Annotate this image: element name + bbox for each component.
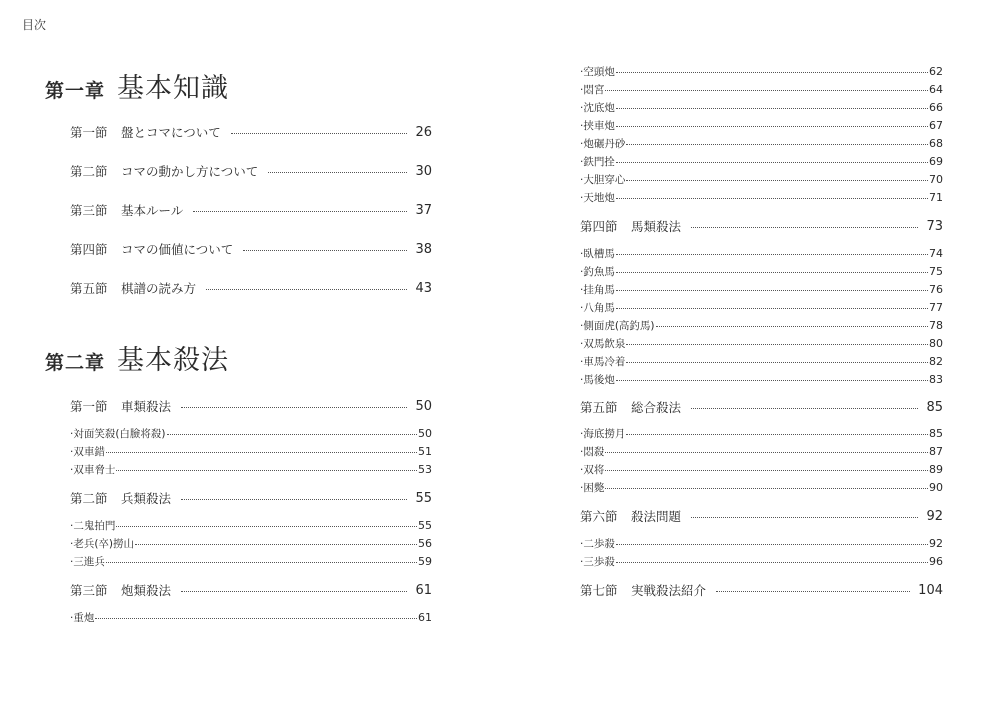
entry-title: ·悶宮	[580, 84, 605, 96]
page-number: 92	[929, 537, 943, 550]
toc-entry[interactable]	[580, 372, 943, 387]
page-number: 66	[929, 101, 943, 114]
entry-title: ·悶殺	[580, 446, 605, 458]
toc-entry[interactable]	[580, 118, 943, 133]
page-number: 55	[418, 519, 432, 532]
toc-entry[interactable]	[580, 462, 943, 477]
toc-section[interactable]	[70, 279, 432, 297]
page-number: 71	[929, 191, 943, 204]
toc-section[interactable]	[70, 489, 432, 507]
page-number: 38	[415, 241, 432, 257]
section-number: 第一節	[70, 399, 108, 414]
section-number: 第五節	[70, 281, 108, 296]
toc-entry[interactable]	[580, 318, 943, 333]
entry-title: ·沈底炮	[580, 102, 615, 114]
toc-entry[interactable]	[580, 136, 943, 151]
entry-title: ·臥槽馬	[580, 248, 615, 260]
dot-leader	[626, 434, 928, 435]
dot-leader	[691, 227, 918, 228]
dot-leader	[616, 272, 928, 273]
page-number: 78	[929, 319, 943, 332]
dot-leader	[616, 562, 928, 563]
page-number: 77	[929, 301, 943, 314]
entry-title: ·双車錯	[70, 446, 105, 458]
section-title: 総合殺法	[631, 400, 682, 415]
entry-title: ·炮碾丹砂	[580, 138, 626, 150]
entry-title: ·天地炮	[580, 192, 615, 204]
page-number: 80	[929, 337, 943, 350]
page-number: 89	[929, 463, 943, 476]
dot-leader	[116, 526, 417, 527]
dot-leader	[616, 126, 928, 127]
toc-entry[interactable]	[580, 336, 943, 351]
section-title: 基本ルール	[121, 203, 184, 218]
section-title: 炮類殺法	[121, 583, 172, 598]
dot-leader	[616, 544, 928, 545]
page-number: 50	[415, 398, 432, 414]
entry-title: ·側面虎(高釣馬)	[580, 320, 655, 332]
chapter-title: 基本殺法	[117, 345, 230, 376]
entry-title: ·老兵(卒)撈山	[70, 538, 135, 550]
page-number: 92	[926, 508, 943, 524]
page-number: 96	[929, 555, 943, 568]
entry-title: ·挂角馬	[580, 284, 615, 296]
toc-section[interactable]	[70, 581, 432, 599]
entry-title: ·空頭炮	[580, 66, 615, 78]
entry-title: ·大胆穿心	[580, 174, 626, 186]
chapter-number: 第一章	[45, 80, 106, 102]
toc-entry[interactable]	[70, 444, 432, 459]
dot-leader	[626, 144, 928, 145]
section-number: 第六節	[580, 509, 618, 524]
toc-entry[interactable]	[580, 426, 943, 441]
section-title: コマの動かし方について	[121, 164, 259, 179]
toc-section[interactable]	[580, 217, 943, 235]
toc-section[interactable]	[70, 240, 432, 258]
page-number: 43	[415, 280, 432, 296]
section-number: 第五節	[580, 400, 618, 415]
toc-entry[interactable]	[580, 554, 943, 569]
section-title: 馬類殺法	[631, 219, 682, 234]
page-number: 59	[418, 555, 432, 568]
page-number: 30	[415, 163, 432, 179]
toc-section[interactable]	[70, 201, 432, 219]
page-number: 85	[929, 427, 943, 440]
page-number: 70	[929, 173, 943, 186]
toc-section[interactable]	[70, 123, 432, 141]
section-number: 第七節	[580, 583, 618, 598]
toc-entry[interactable]	[580, 264, 943, 279]
dot-leader	[616, 290, 928, 291]
page-number: 56	[418, 537, 432, 550]
section-title: コマの価値について	[121, 242, 234, 257]
entry-title: ·二歩殺	[580, 538, 615, 550]
section-title: 兵類殺法	[121, 491, 172, 506]
dot-leader	[626, 180, 928, 181]
toc-entry[interactable]	[580, 282, 943, 297]
toc-entry[interactable]	[580, 300, 943, 315]
entry-title: ·釣魚馬	[580, 266, 615, 278]
toc-entry[interactable]	[580, 82, 943, 97]
toc-section[interactable]	[580, 581, 943, 599]
toc-section[interactable]	[70, 397, 432, 415]
page-number: 50	[418, 427, 432, 440]
section-number: 第四節	[70, 242, 108, 257]
entry-title: ·二鬼拍門	[70, 520, 116, 532]
page-number: 61	[415, 582, 432, 598]
dot-leader	[243, 250, 407, 251]
section-title: 棋譜の読み方	[121, 281, 197, 296]
dot-leader	[616, 254, 928, 255]
dot-leader	[605, 488, 928, 489]
entry-title: ·馬後炮	[580, 374, 615, 386]
page-number: 62	[929, 65, 943, 78]
toc-entry[interactable]	[70, 518, 432, 533]
toc-entry[interactable]	[70, 554, 432, 569]
entry-title: ·八角馬	[580, 302, 615, 314]
section-number: 第二節	[70, 491, 108, 506]
dot-leader	[95, 618, 417, 619]
chapter-title: 基本知識	[117, 73, 230, 104]
page-number: 68	[929, 137, 943, 150]
page-number: 76	[929, 283, 943, 296]
page-number: 90	[929, 481, 943, 494]
dot-leader	[616, 108, 928, 109]
toc-entry[interactable]	[70, 536, 432, 551]
page-number: 53	[418, 463, 432, 476]
chapter-number: 第二章	[45, 352, 106, 374]
toc-entry[interactable]	[580, 154, 943, 169]
dot-leader	[616, 162, 928, 163]
entry-title: ·対面笑殺(白臉将殺)	[70, 428, 166, 440]
section-title: 車類殺法	[121, 399, 172, 414]
dot-leader	[167, 434, 417, 435]
dot-leader	[626, 344, 928, 345]
dot-leader	[193, 211, 407, 212]
dot-leader	[616, 380, 928, 381]
section-number: 第四節	[580, 219, 618, 234]
section-number: 第一節	[70, 125, 108, 140]
dot-leader	[181, 499, 407, 500]
page-number: 61	[418, 611, 432, 624]
toc-section[interactable]	[580, 507, 943, 525]
chapter-heading-2	[45, 338, 229, 377]
page-number: 82	[929, 355, 943, 368]
page-number: 26	[415, 124, 432, 140]
entry-title: ·三歩殺	[580, 556, 615, 568]
page-number: 85	[926, 399, 943, 415]
toc-entry[interactable]	[580, 354, 943, 369]
dot-leader	[656, 326, 928, 327]
dot-leader	[106, 562, 417, 563]
page-number: 104	[918, 582, 943, 598]
dot-leader	[106, 452, 417, 453]
entry-title: ·双馬飲泉	[580, 338, 626, 350]
toc-entry[interactable]	[580, 536, 943, 551]
dot-leader	[116, 470, 417, 471]
page-number: 55	[415, 490, 432, 506]
page-number: 64	[929, 83, 943, 96]
section-title: 殺法問題	[631, 509, 682, 524]
toc-entry[interactable]	[580, 172, 943, 187]
toc-entry[interactable]	[580, 190, 943, 205]
dot-leader	[605, 470, 928, 471]
dot-leader	[268, 172, 407, 173]
page-number: 74	[929, 247, 943, 260]
entry-title: ·困斃	[580, 482, 605, 494]
toc-entry[interactable]	[580, 100, 943, 115]
page-label: 目次	[22, 18, 47, 32]
page-number: 73	[926, 218, 943, 234]
dot-leader	[616, 72, 928, 73]
dot-leader	[716, 591, 910, 592]
entry-title: ·車馬冷着	[580, 356, 626, 368]
page-number: 51	[418, 445, 432, 458]
toc-entry[interactable]	[580, 246, 943, 261]
toc-entry[interactable]	[580, 64, 943, 79]
entry-title: ·三進兵	[70, 556, 105, 568]
dot-leader	[605, 452, 928, 453]
toc-entry[interactable]	[70, 426, 432, 441]
dot-leader	[181, 591, 407, 592]
toc-entry[interactable]	[70, 610, 432, 625]
page-number: 75	[929, 265, 943, 278]
page-number: 67	[929, 119, 943, 132]
section-number: 第二節	[70, 164, 108, 179]
page-number: 83	[929, 373, 943, 386]
entry-title: ·鉄門拴	[580, 156, 615, 168]
section-title: 盤とコマについて	[121, 125, 221, 140]
page-number: 69	[929, 155, 943, 168]
section-number: 第三節	[70, 203, 108, 218]
page-number: 87	[929, 445, 943, 458]
entry-title: ·重炮	[70, 612, 95, 624]
toc-entry[interactable]	[70, 462, 432, 477]
dot-leader	[231, 133, 408, 134]
entry-title: ·挟車炮	[580, 120, 615, 132]
entry-title: ·双将	[580, 464, 605, 476]
toc-section[interactable]	[580, 398, 943, 416]
dot-leader	[691, 408, 918, 409]
entry-title: ·双車脅士	[70, 464, 116, 476]
dot-leader	[616, 198, 928, 199]
toc-entry[interactable]	[580, 444, 943, 459]
dot-leader	[691, 517, 918, 518]
toc-section[interactable]	[70, 162, 432, 180]
dot-leader	[605, 90, 928, 91]
section-number: 第三節	[70, 583, 108, 598]
dot-leader	[181, 407, 407, 408]
entry-title: ·海底撈月	[580, 428, 626, 440]
page-number: 37	[415, 202, 432, 218]
chapter-heading-1	[45, 66, 229, 105]
section-title: 実戦殺法紹介	[631, 583, 707, 598]
toc-entry[interactable]	[580, 480, 943, 495]
dot-leader	[626, 362, 928, 363]
dot-leader	[206, 289, 407, 290]
dot-leader	[135, 544, 417, 545]
dot-leader	[616, 308, 928, 309]
